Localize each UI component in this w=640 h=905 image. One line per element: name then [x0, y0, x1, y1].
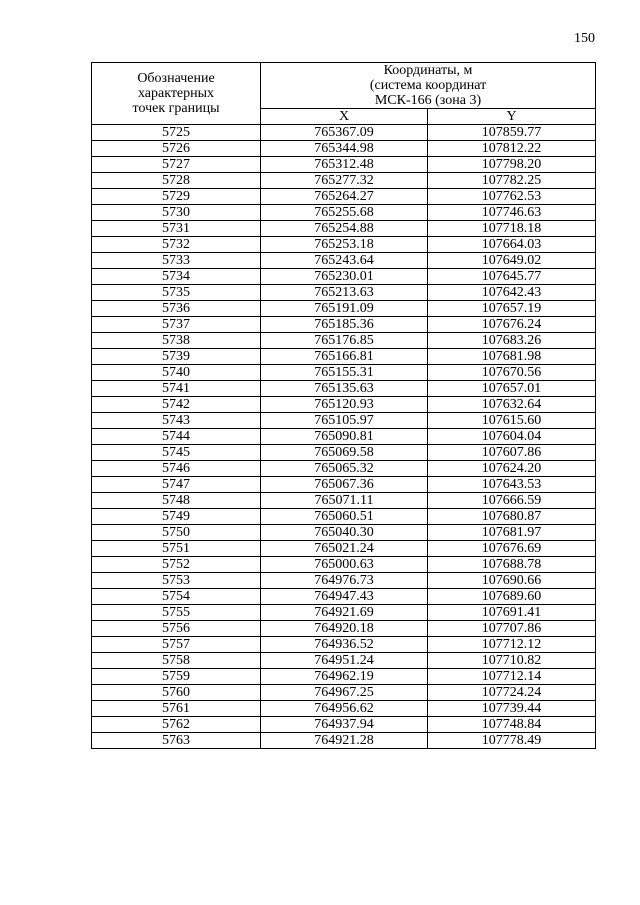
cell-point-id: 5730 — [92, 205, 261, 221]
table-row — [92, 637, 596, 653]
cell-y: 107712.14 — [428, 669, 596, 685]
cell-point-id: 5733 — [92, 253, 261, 269]
cell-y: 107689.60 — [428, 589, 596, 605]
cell-x: 765065.32 — [261, 461, 428, 477]
cell-point-id: 5727 — [92, 157, 261, 173]
cell-y: 107724.24 — [428, 685, 596, 701]
table-row — [92, 349, 596, 365]
cell-point-id: 5749 — [92, 509, 261, 525]
table-row — [92, 589, 596, 605]
table-row — [92, 733, 596, 749]
cell-x: 764920.18 — [261, 621, 428, 637]
table-body — [92, 125, 596, 749]
cell-point-id: 5762 — [92, 717, 261, 733]
cell-y: 107657.19 — [428, 301, 596, 317]
header-label-line: Обозначение — [137, 71, 215, 86]
cell-x: 765060.51 — [261, 509, 428, 525]
header-coordinates — [261, 63, 596, 109]
cell-y: 107746.63 — [428, 205, 596, 221]
table-row — [92, 685, 596, 701]
cell-point-id: 5729 — [92, 189, 261, 205]
cell-x: 765120.93 — [261, 397, 428, 413]
table-row — [92, 221, 596, 237]
table-row — [92, 237, 596, 253]
table-row — [92, 141, 596, 157]
table-row — [92, 445, 596, 461]
cell-x: 764936.52 — [261, 637, 428, 653]
cell-y: 107649.02 — [428, 253, 596, 269]
cell-point-id: 5732 — [92, 237, 261, 253]
cell-point-id: 5748 — [92, 493, 261, 509]
table-row — [92, 125, 596, 141]
cell-x: 765071.11 — [261, 493, 428, 509]
cell-x: 765067.36 — [261, 477, 428, 493]
cell-y: 107657.01 — [428, 381, 596, 397]
cell-point-id: 5728 — [92, 173, 261, 189]
cell-y: 107607.86 — [428, 445, 596, 461]
cell-point-id: 5731 — [92, 221, 261, 237]
cell-y: 107645.77 — [428, 269, 596, 285]
cell-point-id: 5738 — [92, 333, 261, 349]
cell-x: 764921.69 — [261, 605, 428, 621]
cell-x: 765105.97 — [261, 413, 428, 429]
cell-y: 107690.66 — [428, 573, 596, 589]
cell-y: 107812.22 — [428, 141, 596, 157]
cell-point-id: 5758 — [92, 653, 261, 669]
table-row — [92, 253, 596, 269]
table-row — [92, 493, 596, 509]
cell-point-id: 5741 — [92, 381, 261, 397]
table-row — [92, 477, 596, 493]
cell-point-id: 5755 — [92, 605, 261, 621]
cell-point-id: 5753 — [92, 573, 261, 589]
cell-x: 765185.36 — [261, 317, 428, 333]
cell-point-id: 5754 — [92, 589, 261, 605]
cell-x: 764937.94 — [261, 717, 428, 733]
cell-point-id: 5747 — [92, 477, 261, 493]
cell-x: 764951.24 — [261, 653, 428, 669]
table-row — [92, 157, 596, 173]
cell-y: 107782.25 — [428, 173, 596, 189]
cell-y: 107798.20 — [428, 157, 596, 173]
cell-y: 107681.98 — [428, 349, 596, 365]
table-row — [92, 397, 596, 413]
cell-y: 107681.97 — [428, 525, 596, 541]
cell-x: 765155.31 — [261, 365, 428, 381]
cell-point-id: 5735 — [92, 285, 261, 301]
table-row — [92, 573, 596, 589]
cell-x: 764956.62 — [261, 701, 428, 717]
cell-x: 765021.24 — [261, 541, 428, 557]
cell-x: 765000.63 — [261, 557, 428, 573]
table-row — [92, 461, 596, 477]
cell-x: 765135.63 — [261, 381, 428, 397]
cell-point-id: 5763 — [92, 733, 261, 749]
table-row — [92, 269, 596, 285]
table-row — [92, 301, 596, 317]
cell-point-id: 5739 — [92, 349, 261, 365]
cell-x: 765176.85 — [261, 333, 428, 349]
cell-point-id: 5761 — [92, 701, 261, 717]
cell-y: 107739.44 — [428, 701, 596, 717]
cell-y: 107691.41 — [428, 605, 596, 621]
cell-point-id: 5734 — [92, 269, 261, 285]
table-row — [92, 557, 596, 573]
cell-y: 107666.59 — [428, 493, 596, 509]
cell-point-id: 5756 — [92, 621, 261, 637]
cell-y: 107683.26 — [428, 333, 596, 349]
cell-point-id: 5760 — [92, 685, 261, 701]
cell-x: 765255.68 — [261, 205, 428, 221]
cell-y: 107778.49 — [428, 733, 596, 749]
table-row — [92, 525, 596, 541]
cell-x: 765367.09 — [261, 125, 428, 141]
cell-x: 765312.48 — [261, 157, 428, 173]
cell-y: 107859.77 — [428, 125, 596, 141]
cell-x: 765166.81 — [261, 349, 428, 365]
table-row — [92, 413, 596, 429]
cell-x: 765040.30 — [261, 525, 428, 541]
cell-y: 107712.12 — [428, 637, 596, 653]
cell-point-id: 5759 — [92, 669, 261, 685]
header-coords-line: Координаты, м — [383, 63, 473, 78]
cell-y: 107632.64 — [428, 397, 596, 413]
header-label-line: характерных — [137, 86, 215, 101]
table-row — [92, 189, 596, 205]
table-row — [92, 205, 596, 221]
cell-point-id: 5745 — [92, 445, 261, 461]
header-point-designation — [92, 63, 261, 125]
cell-y: 107643.53 — [428, 477, 596, 493]
cell-y: 107676.69 — [428, 541, 596, 557]
cell-x: 764967.25 — [261, 685, 428, 701]
cell-y: 107664.03 — [428, 237, 596, 253]
header-coords-line: (система координат — [369, 78, 487, 93]
cell-x: 765191.09 — [261, 301, 428, 317]
cell-x: 765277.32 — [261, 173, 428, 189]
table-row — [92, 285, 596, 301]
table-row — [92, 669, 596, 685]
cell-y: 107676.24 — [428, 317, 596, 333]
table-row — [92, 333, 596, 349]
cell-y: 107624.20 — [428, 461, 596, 477]
cell-x: 764921.28 — [261, 733, 428, 749]
header-coords-line: МСК-166 (зона 3) — [374, 93, 482, 108]
cell-point-id: 5750 — [92, 525, 261, 541]
cell-y: 107707.86 — [428, 621, 596, 637]
cell-y: 107680.87 — [428, 509, 596, 525]
table-row — [92, 365, 596, 381]
cell-point-id: 5757 — [92, 637, 261, 653]
cell-y: 107688.78 — [428, 557, 596, 573]
header-y: Y — [428, 109, 596, 125]
cell-y: 107604.04 — [428, 429, 596, 445]
cell-x: 765243.64 — [261, 253, 428, 269]
cell-point-id: 5740 — [92, 365, 261, 381]
cell-y: 107642.43 — [428, 285, 596, 301]
cell-y: 107670.56 — [428, 365, 596, 381]
cell-y: 107748.84 — [428, 717, 596, 733]
header-label-line: точек границы — [132, 101, 220, 116]
cell-point-id: 5726 — [92, 141, 261, 157]
table-row — [92, 509, 596, 525]
table-row — [92, 653, 596, 669]
cell-x: 765254.88 — [261, 221, 428, 237]
cell-y: 107762.53 — [428, 189, 596, 205]
cell-point-id: 5736 — [92, 301, 261, 317]
cell-x: 765230.01 — [261, 269, 428, 285]
cell-x: 765090.81 — [261, 429, 428, 445]
cell-y: 107718.18 — [428, 221, 596, 237]
table-row — [92, 173, 596, 189]
cell-x: 764976.73 — [261, 573, 428, 589]
cell-x: 765069.58 — [261, 445, 428, 461]
table-row — [92, 381, 596, 397]
cell-x: 765264.27 — [261, 189, 428, 205]
cell-point-id: 5746 — [92, 461, 261, 477]
cell-point-id: 5744 — [92, 429, 261, 445]
table-row — [92, 429, 596, 445]
header-x: X — [261, 109, 428, 125]
page-number: 150 — [574, 31, 595, 46]
cell-x: 764947.43 — [261, 589, 428, 605]
table-row — [92, 717, 596, 733]
cell-point-id: 5752 — [92, 557, 261, 573]
cell-y: 107710.82 — [428, 653, 596, 669]
table-header — [92, 63, 596, 125]
table-row — [92, 701, 596, 717]
cell-y: 107615.60 — [428, 413, 596, 429]
table-row — [92, 541, 596, 557]
table-row — [92, 605, 596, 621]
cell-x: 765213.63 — [261, 285, 428, 301]
cell-x: 765253.18 — [261, 237, 428, 253]
cell-point-id: 5725 — [92, 125, 261, 141]
cell-x: 765344.98 — [261, 141, 428, 157]
coordinates-table — [91, 62, 596, 749]
cell-point-id: 5743 — [92, 413, 261, 429]
table-row — [92, 317, 596, 333]
cell-point-id: 5751 — [92, 541, 261, 557]
table-row — [92, 621, 596, 637]
cell-x: 764962.19 — [261, 669, 428, 685]
cell-point-id: 5737 — [92, 317, 261, 333]
cell-point-id: 5742 — [92, 397, 261, 413]
